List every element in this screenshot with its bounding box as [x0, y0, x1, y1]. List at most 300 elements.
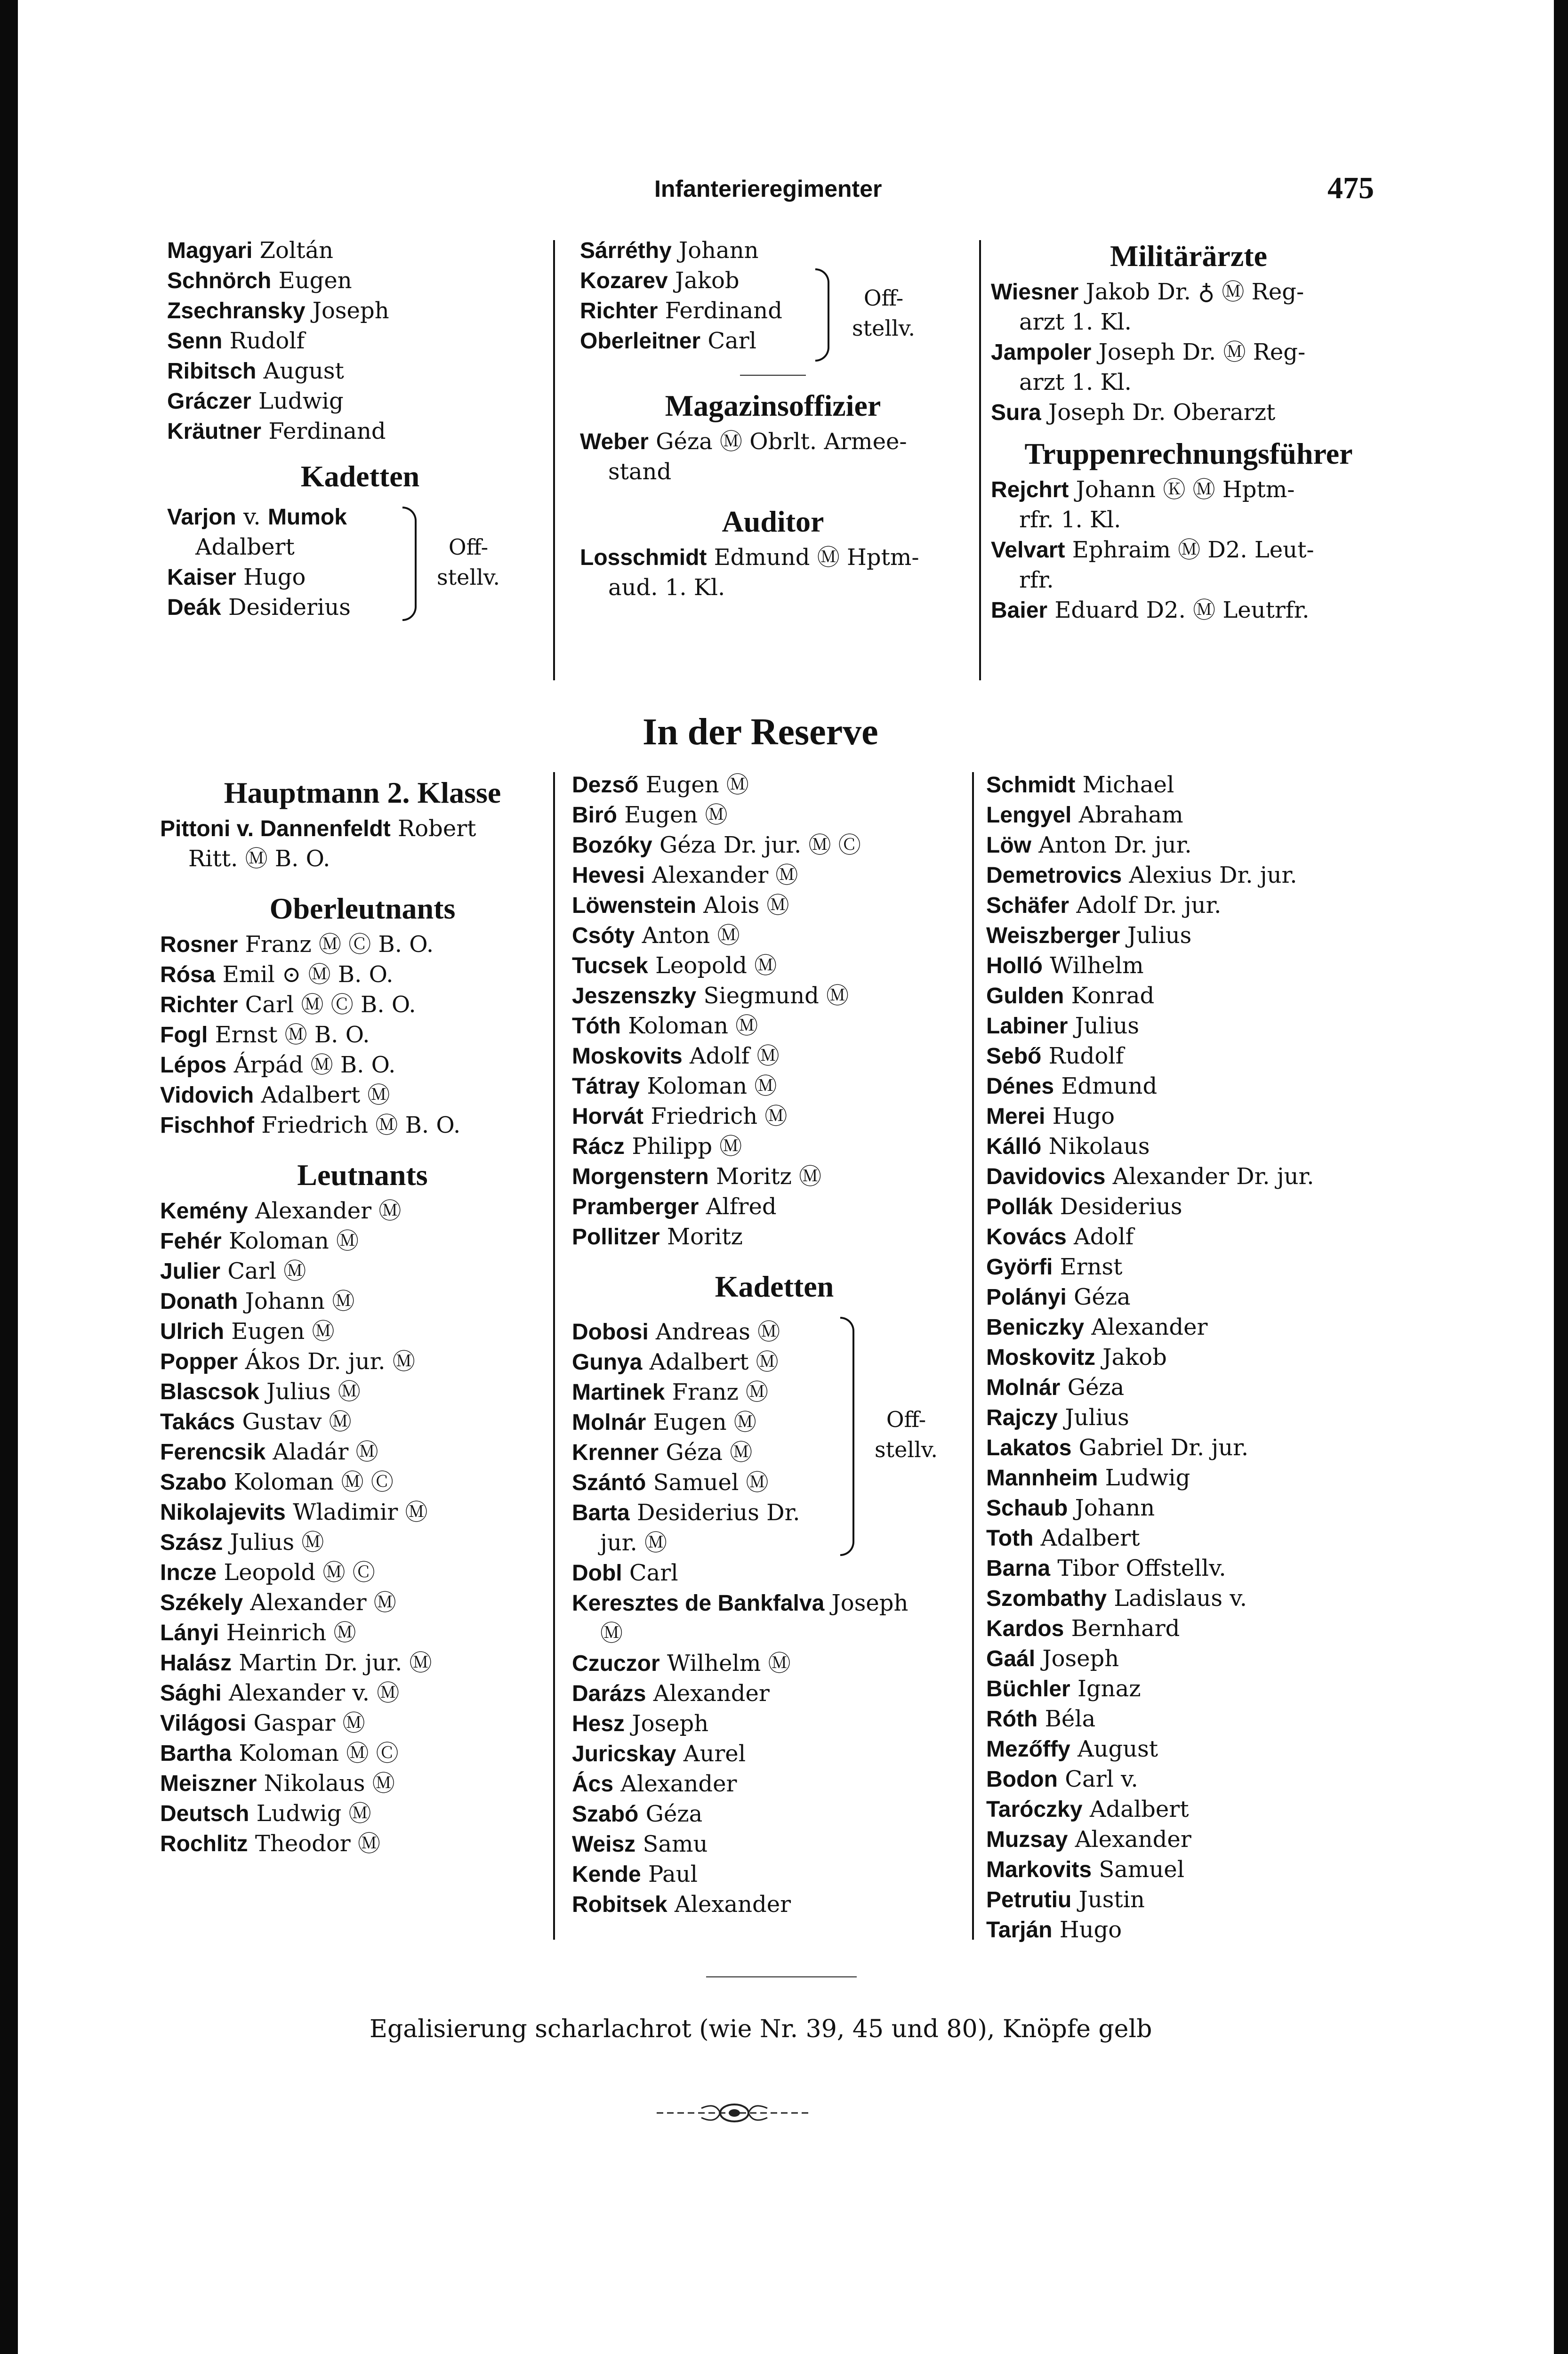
- entry-detail: arzt 1. Kl.: [1019, 309, 1132, 335]
- list-item: [986, 1764, 1400, 1794]
- entry-detail: Adalbert: [195, 534, 295, 560]
- list-item: [991, 475, 1386, 505]
- entry-detail: Tibor Offstellv.: [1057, 1555, 1226, 1581]
- surname: Senn: [167, 329, 223, 354]
- entry-detail: Koloman Ⓜ Ⓒ: [239, 1740, 399, 1766]
- surname: Holló: [986, 953, 1043, 978]
- list-item: [986, 1704, 1400, 1734]
- list-item: [580, 542, 966, 572]
- list-item: [167, 266, 553, 296]
- brace: [402, 507, 417, 621]
- surname: Szántó: [572, 1470, 646, 1495]
- entry-detail: Carl Ⓜ Ⓒ B. O.: [245, 992, 416, 1018]
- entry-detail: Alexander: [1075, 1826, 1191, 1853]
- surname: Rosner: [160, 932, 238, 957]
- list-item: [160, 1708, 565, 1738]
- entry-detail: Nikolaus Ⓜ: [264, 1770, 395, 1797]
- list-item: [160, 1588, 565, 1618]
- list-item: [167, 356, 553, 386]
- surname: Petrutiu: [986, 1887, 1072, 1912]
- list-item: [572, 800, 977, 830]
- list-item: [160, 1020, 565, 1050]
- list-item: [160, 959, 565, 990]
- surname: Tátray: [572, 1074, 640, 1099]
- surname: Incze: [160, 1560, 217, 1585]
- entry-detail: Julius: [1075, 1013, 1140, 1039]
- surname: Kovács: [986, 1225, 1067, 1250]
- list-item: [572, 1889, 977, 1919]
- entry-detail: Moritz: [667, 1224, 743, 1250]
- surname: Molnár: [572, 1410, 646, 1435]
- running-title: Infanterieregimenter: [654, 176, 882, 202]
- surname: Losschmidt: [580, 545, 707, 570]
- list-item: [572, 1011, 977, 1041]
- surname: Pollák: [986, 1194, 1053, 1219]
- entry-detail: Géza: [645, 1801, 703, 1827]
- surname: Lányi: [160, 1620, 219, 1645]
- surname: Dobosi: [572, 1320, 649, 1345]
- list-item: [572, 1799, 977, 1829]
- brace-label: Off-stellv.: [437, 534, 500, 590]
- entry-detail: Andreas Ⓜ: [655, 1319, 780, 1345]
- surname: Kaiser: [167, 565, 236, 590]
- list-item: [572, 1618, 977, 1648]
- left-border: [0, 0, 18, 2354]
- list-item: [160, 1256, 565, 1286]
- entry-detail: Theodor Ⓜ: [255, 1830, 380, 1857]
- entry-detail: Adolf Ⓜ: [690, 1043, 780, 1069]
- list-item: [167, 326, 553, 356]
- entry-detail: Joseph Dr. Oberarzt: [1048, 399, 1276, 426]
- entry-detail: Géza: [1067, 1374, 1125, 1401]
- surname: Darázs: [572, 1681, 646, 1706]
- entry-detail: aud. 1. Kl.: [608, 574, 725, 601]
- reserve-heading: In der Reserve: [643, 711, 878, 753]
- surname: Jampoler: [991, 340, 1092, 365]
- surname: Davidovics: [986, 1164, 1106, 1189]
- list-item: [986, 1644, 1400, 1674]
- list-item: [986, 1523, 1400, 1553]
- list-item: [986, 1915, 1400, 1945]
- surname: Tóth: [572, 1014, 621, 1039]
- surname: Pollitzer: [572, 1225, 660, 1250]
- surname: Hesz: [572, 1711, 625, 1736]
- list-item: [167, 416, 553, 446]
- list-item: [167, 235, 553, 266]
- surname-suffix: Mumok: [267, 505, 347, 530]
- surname: Székely: [160, 1590, 243, 1615]
- surname: Lengyel: [986, 803, 1072, 828]
- surname: Dénes: [986, 1074, 1054, 1099]
- surname: Dezső: [572, 773, 639, 798]
- kadetten-heading: Kadetten: [300, 460, 420, 493]
- entry-detail: Koloman Ⓜ: [647, 1073, 777, 1099]
- entry-detail: rfr. 1. Kl.: [1019, 507, 1121, 533]
- entry-detail: Ferdinand: [665, 298, 782, 324]
- entry-detail: Koloman Ⓜ: [628, 1013, 758, 1039]
- entry-detail: Franz Ⓜ Ⓒ B. O.: [245, 931, 434, 958]
- entry-detail: Hugo: [243, 564, 306, 590]
- surname: Gráczer: [167, 389, 251, 414]
- entry-detail: Alexander: [620, 1771, 737, 1797]
- surname: Barna: [986, 1556, 1051, 1581]
- list-item: [991, 505, 1386, 535]
- surname: Taróczky: [986, 1797, 1083, 1822]
- entry-detail: Edmund: [1061, 1073, 1158, 1099]
- list-item: [986, 800, 1400, 830]
- entry-detail: Samuel Ⓜ: [653, 1469, 769, 1496]
- list-item: [986, 1493, 1400, 1523]
- list-item: [160, 1768, 565, 1798]
- list-item: [991, 595, 1386, 625]
- surname: Donath: [160, 1289, 238, 1314]
- surname: Richter: [580, 298, 658, 323]
- entry-detail: Wilhelm: [1050, 952, 1144, 979]
- list-item: [991, 565, 1386, 595]
- surname: Tarján: [986, 1918, 1053, 1943]
- entry-detail: August: [1077, 1736, 1158, 1762]
- list-item: [160, 814, 565, 844]
- entry-detail: Adalbert Ⓜ: [261, 1082, 390, 1108]
- entry-detail: Friedrich Ⓜ: [651, 1103, 788, 1129]
- rechnungsfuehrer-heading: Truppenrechnungsführer: [1024, 437, 1353, 470]
- surname: Juricskay: [572, 1741, 676, 1766]
- entry-detail: arzt 1. Kl.: [1019, 369, 1132, 395]
- entry-detail: Eugen: [278, 267, 352, 294]
- surname: Fischhof: [160, 1113, 254, 1138]
- list-item: [160, 1648, 565, 1678]
- surname: Fogl: [160, 1023, 208, 1048]
- list-item: [572, 860, 977, 890]
- list-item: [986, 1312, 1400, 1342]
- entry-detail: Eugen Ⓜ: [624, 802, 728, 828]
- list-item: [167, 386, 553, 416]
- top-column-1: [167, 235, 553, 622]
- list-item: [572, 1161, 977, 1192]
- entry-detail: Alois Ⓜ: [703, 892, 789, 919]
- surname: Toth: [986, 1526, 1034, 1551]
- entry-detail: Julius Ⓜ: [266, 1379, 361, 1405]
- entry-detail: Eugen Ⓜ: [231, 1318, 335, 1345]
- entry-detail: Joseph: [632, 1710, 709, 1737]
- entry-detail: Joseph: [831, 1590, 909, 1616]
- list-item: [986, 1854, 1400, 1885]
- entry-detail: Jakob: [1102, 1344, 1167, 1370]
- entry-detail: Michael: [1082, 772, 1174, 798]
- surname: Löw: [986, 833, 1031, 858]
- entry-detail: Alexander Dr. jur.: [1112, 1163, 1314, 1190]
- surname: Kräutner: [167, 419, 262, 444]
- entry-detail: Ernst: [1060, 1254, 1123, 1280]
- surname: Molnár: [986, 1375, 1061, 1400]
- entry-detail: Rudolf: [229, 328, 305, 354]
- list-item: [160, 1467, 565, 1497]
- entry-detail: Philipp Ⓜ: [632, 1133, 742, 1160]
- surname: Tucsek: [572, 953, 648, 978]
- list-item: [986, 1824, 1400, 1854]
- list-item: [986, 1613, 1400, 1644]
- surname: Ács: [572, 1772, 614, 1797]
- list-item: [986, 1885, 1400, 1915]
- list-item: [160, 1407, 565, 1437]
- surname: Blascsok: [160, 1379, 259, 1404]
- surname: Oberleitner: [580, 329, 701, 354]
- surname: Pramberger: [572, 1194, 699, 1219]
- list-item: [160, 1437, 565, 1467]
- entry-detail: Samuel: [1099, 1856, 1185, 1883]
- surname: Muzsay: [986, 1827, 1068, 1852]
- surname: Markovits: [986, 1857, 1092, 1882]
- list-item: [160, 844, 565, 874]
- surname: Róth: [986, 1707, 1038, 1732]
- surname: Morgenstern: [572, 1164, 709, 1189]
- list-item: [572, 1709, 977, 1739]
- entry-detail: rfr.: [1019, 567, 1054, 593]
- separator-rule: [740, 375, 806, 376]
- entry-detail: Alexander Ⓜ: [255, 1198, 402, 1224]
- surname: Zsechransky: [167, 298, 306, 323]
- surname: Magyari: [167, 238, 253, 263]
- surname: Dobl: [572, 1561, 622, 1586]
- entry-detail: Martin Dr. jur. Ⓜ: [239, 1650, 432, 1676]
- entry-detail: Konrad: [1071, 983, 1155, 1009]
- surname: Velvart: [991, 538, 1065, 563]
- surname: Rácz: [572, 1134, 625, 1159]
- entry-detail: Alexius Dr. jur.: [1129, 862, 1297, 888]
- surname: Julier: [160, 1259, 221, 1284]
- surname: Deutsch: [160, 1801, 249, 1826]
- auditor-heading: Auditor: [722, 505, 824, 538]
- entry-detail: Anton Ⓜ: [642, 922, 740, 949]
- entry-detail: Carl v.: [1065, 1766, 1138, 1792]
- surname: Schmidt: [986, 773, 1076, 798]
- footer-note: Egalisierung scharlachrot (wie Nr. 39, 45 und 80), Knöpfe gelb: [370, 2015, 1152, 2043]
- list-item: [986, 1433, 1400, 1463]
- entry-detail: Wladimir Ⓜ: [293, 1499, 428, 1525]
- entry-detail: Géza Dr. jur. Ⓜ Ⓒ: [659, 832, 861, 858]
- entry-detail: Alexander: [653, 1680, 770, 1707]
- surname: Czuczor: [572, 1651, 660, 1676]
- entry-detail: Jakob: [675, 267, 740, 294]
- entry-detail: Ephraim Ⓜ D2. Leut-: [1072, 537, 1314, 563]
- list-item: [986, 1372, 1400, 1403]
- entry-detail: Koloman Ⓜ Ⓒ: [233, 1469, 394, 1495]
- page-number: 475: [1327, 171, 1374, 205]
- entry-detail: Franz Ⓜ: [672, 1379, 768, 1405]
- entry-detail: Carl: [708, 328, 756, 354]
- list-item: [572, 1829, 977, 1859]
- surname: Halász: [160, 1651, 232, 1676]
- list-item: [572, 1498, 977, 1528]
- surname: Sura: [991, 400, 1041, 425]
- list-item: [986, 1192, 1400, 1222]
- list-item: [572, 1467, 977, 1498]
- oberleutnants-heading: Oberleutnants: [269, 892, 456, 925]
- surname: Rejchrt: [991, 477, 1069, 502]
- surname: Györfi: [986, 1255, 1053, 1280]
- column-rule: [972, 772, 974, 1940]
- entry-detail: Carl: [629, 1560, 678, 1586]
- list-item: [986, 1674, 1400, 1704]
- surname: Sárréthy: [580, 238, 672, 263]
- entry-detail: Julius Ⓜ: [230, 1529, 324, 1556]
- list-item: [572, 1739, 977, 1769]
- list-item: [160, 1527, 565, 1557]
- list-item: [986, 951, 1400, 981]
- list-item: [986, 981, 1400, 1011]
- entry-detail: Justin: [1078, 1886, 1145, 1913]
- entry-detail: Leopold Ⓜ: [655, 952, 777, 979]
- entry-detail: v.: [243, 504, 261, 530]
- list-item: [572, 1131, 977, 1161]
- entry-detail: Johann Ⓚ Ⓜ Hptm-: [1076, 476, 1295, 503]
- entry-detail: Ignaz: [1077, 1676, 1141, 1702]
- separator-rule: [706, 1976, 857, 1977]
- entry-detail: Heinrich Ⓜ: [226, 1620, 356, 1646]
- entry-detail: Emil ⊙ Ⓜ B. O.: [222, 961, 394, 988]
- entry-detail: Joseph: [312, 298, 389, 324]
- surname: Kozarev: [580, 268, 668, 293]
- entry-detail: August: [263, 358, 344, 384]
- surname: Schnörch: [167, 268, 272, 293]
- entry-detail: Wilhelm Ⓜ: [667, 1650, 791, 1677]
- list-item: [572, 1347, 977, 1377]
- top-column-2: [580, 235, 966, 603]
- reserve-column-3: [986, 770, 1400, 1945]
- surname: Schaub: [986, 1496, 1068, 1521]
- surname: Weber: [580, 429, 649, 454]
- entry-detail: Moritz Ⓜ: [716, 1163, 822, 1190]
- list-item: [572, 1588, 977, 1618]
- entry-detail: Hugo: [1059, 1917, 1122, 1943]
- list-item: [986, 770, 1400, 800]
- list-item: [160, 1798, 565, 1829]
- surname: Horvát: [572, 1104, 644, 1129]
- list-item: [572, 1317, 977, 1347]
- entry-detail: Alexander: [674, 1891, 791, 1918]
- list-item: [572, 1071, 977, 1101]
- list-item: [572, 1101, 977, 1131]
- entry-detail: Robert: [398, 815, 476, 842]
- surname: Vidovich: [160, 1083, 254, 1108]
- entry-detail: Ernst Ⓜ B. O.: [215, 1022, 370, 1048]
- list-item: [160, 1080, 565, 1110]
- surname: Kende: [572, 1862, 641, 1887]
- list-item: [986, 1463, 1400, 1493]
- list-item: [986, 1403, 1400, 1433]
- list-item: [986, 1252, 1400, 1282]
- magazin-heading: Magazinsoffizier: [665, 389, 881, 422]
- list-item: [572, 1377, 977, 1407]
- surname: Polányi: [986, 1285, 1067, 1310]
- surname: Demetrovics: [986, 863, 1122, 888]
- surname: Bozóky: [572, 833, 652, 858]
- kadetten-heading: Kadetten: [715, 1270, 834, 1303]
- list-item: [986, 1131, 1400, 1161]
- list-item: [986, 1071, 1400, 1101]
- entry-detail: Ritt. Ⓜ B. O.: [188, 846, 330, 872]
- entry-detail: Johann: [679, 237, 759, 264]
- list-item: [160, 1829, 565, 1859]
- surname: Szabo: [160, 1470, 227, 1495]
- surname: Löwenstein: [572, 893, 697, 918]
- surname: Moskovits: [572, 1044, 683, 1069]
- list-item: [160, 1618, 565, 1648]
- entry-detail: Julius: [1127, 922, 1192, 949]
- entry-detail: Abraham: [1078, 802, 1183, 828]
- entry-detail: Adalbert: [1040, 1525, 1140, 1551]
- surname: Világosi: [160, 1711, 247, 1736]
- column-rule: [979, 240, 981, 680]
- entry-detail: Aladár Ⓜ: [273, 1439, 378, 1465]
- surname: Varjon: [167, 505, 236, 530]
- entry-detail: Leopold Ⓜ Ⓒ: [224, 1559, 375, 1586]
- list-item: [986, 920, 1400, 951]
- surname: Rósa: [160, 962, 216, 987]
- entry-detail: stand: [608, 459, 672, 485]
- entry-detail: Gaspar Ⓜ: [253, 1710, 365, 1736]
- list-item: [160, 1738, 565, 1768]
- surname: Pittoni v. Dannenfeldt: [160, 816, 391, 841]
- list-item: [167, 296, 553, 326]
- list-item: [160, 929, 565, 959]
- list-item: [986, 890, 1400, 920]
- surname: Szabó: [572, 1802, 639, 1827]
- top-column-3: [991, 235, 1386, 625]
- entry-detail: Ludwig: [258, 388, 344, 414]
- reserve-column-1: [160, 770, 565, 1859]
- list-item: [572, 1192, 977, 1222]
- entry-detail: Ladislaus v.: [1114, 1585, 1247, 1612]
- entry-detail: Hugo: [1052, 1103, 1115, 1129]
- list-item: [580, 427, 966, 457]
- entry-detail: Rudolf: [1048, 1043, 1124, 1069]
- list-item: [572, 890, 977, 920]
- entry-detail: Zoltán: [259, 237, 334, 264]
- entry-detail: Adalbert Ⓜ: [649, 1349, 779, 1375]
- surname: Lakatos: [986, 1435, 1072, 1460]
- entry-detail: Carl Ⓜ: [227, 1258, 306, 1284]
- surname: Sebő: [986, 1044, 1042, 1069]
- list-item: [160, 1377, 565, 1407]
- entry-detail: Ákos Dr. jur. Ⓜ: [245, 1348, 415, 1375]
- list-item: [572, 1769, 977, 1799]
- surname: Lépos: [160, 1053, 227, 1078]
- brace: [815, 268, 829, 362]
- list-item: [160, 990, 565, 1020]
- entry-detail: Nikolaus: [1048, 1133, 1150, 1160]
- entry-detail: Aurel: [683, 1741, 746, 1767]
- entry-detail: Béla: [1045, 1706, 1096, 1732]
- entry-detail: Edmund Ⓜ Hptm-: [714, 544, 919, 571]
- list-item: [572, 981, 977, 1011]
- surname: Szász: [160, 1530, 223, 1555]
- surname: Szombathy: [986, 1586, 1107, 1611]
- list-item: [160, 1286, 565, 1316]
- surname: Mezőffy: [986, 1737, 1070, 1762]
- entry-detail: Julius: [1065, 1404, 1129, 1431]
- entry-detail: Johann Ⓜ: [245, 1288, 355, 1314]
- surname: Barta: [572, 1500, 630, 1525]
- militaeraerzte-heading: Militärärzte: [1110, 239, 1267, 273]
- entry-detail: Alexander Ⓜ: [250, 1589, 396, 1616]
- list-item: [986, 1011, 1400, 1041]
- list-item: [160, 1557, 565, 1588]
- list-item: [572, 830, 977, 860]
- entry-detail: Alfred: [706, 1193, 777, 1220]
- entry-detail: Géza: [1073, 1284, 1131, 1310]
- surname: Baier: [991, 598, 1048, 623]
